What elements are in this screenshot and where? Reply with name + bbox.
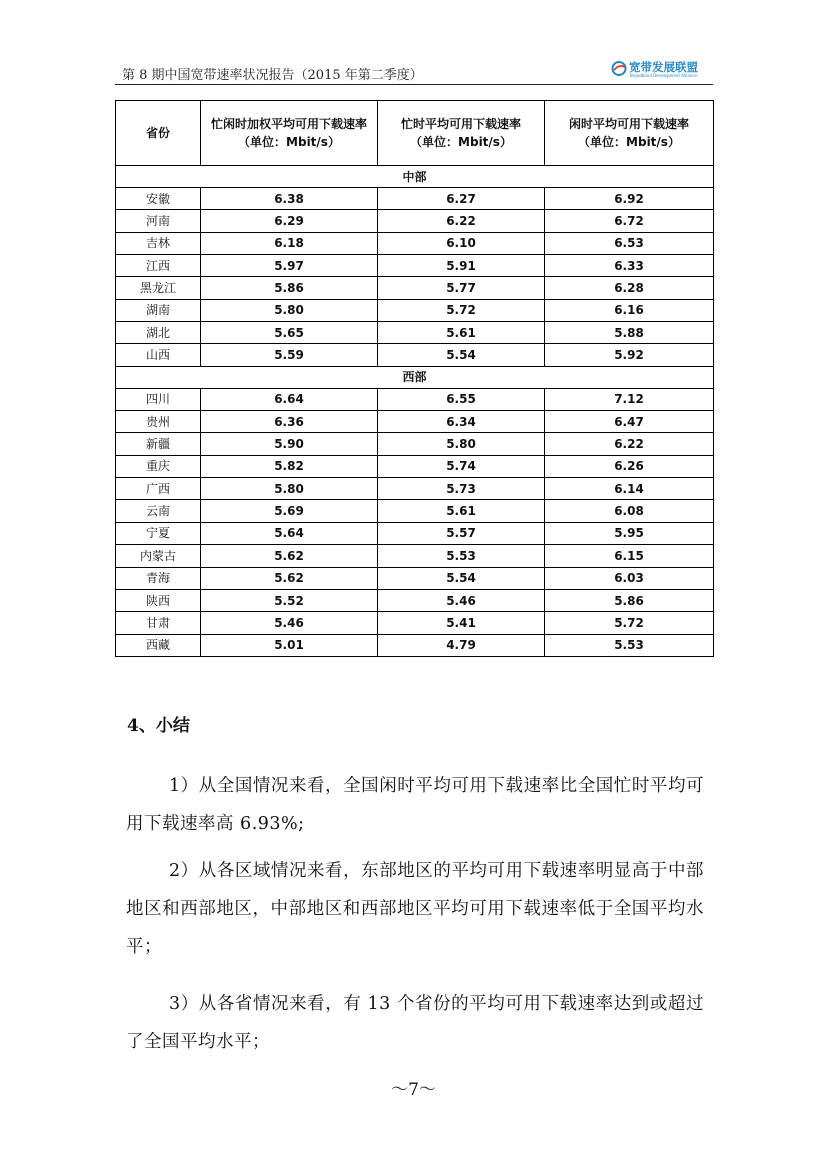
speed-cell: 6.47 xyxy=(545,411,714,433)
province-cell: 黑龙江 xyxy=(116,277,201,299)
speed-cell: 6.33 xyxy=(545,255,714,277)
speed-cell: 7.12 xyxy=(545,388,714,410)
logo-mark-icon xyxy=(611,61,628,76)
speed-cell: 5.86 xyxy=(545,589,714,611)
speed-cell: 5.46 xyxy=(201,612,378,634)
speed-cell: 5.72 xyxy=(545,612,714,634)
table-row xyxy=(116,299,714,321)
province-cell: 云南 xyxy=(116,500,201,522)
speed-cell: 5.80 xyxy=(201,299,378,321)
speed-cell: 6.64 xyxy=(201,388,378,410)
table-row xyxy=(116,255,714,277)
province-cell: 陕西 xyxy=(116,589,201,611)
speed-cell: 5.61 xyxy=(378,500,545,522)
speed-cell: 5.80 xyxy=(378,433,545,455)
region-row xyxy=(116,166,714,188)
summary-paragraph-2: 2）从各区域情况来看，东部地区的平均可用下载速率明显高于中部地区和西部地区，中部地区和西部地区平均可用下载速率低于全国平均水平； xyxy=(126,861,704,957)
province-cell: 江西 xyxy=(116,255,201,277)
speed-cell: 5.62 xyxy=(201,567,378,589)
speed-cell: 6.27 xyxy=(378,188,545,210)
speed-cell: 6.16 xyxy=(545,299,714,321)
column-header-weighted: 忙闲时加权平均可用下载速率 （单位：Mbit/s） xyxy=(201,101,378,166)
speed-cell: 5.91 xyxy=(378,255,545,277)
province-cell: 吉林 xyxy=(116,232,201,254)
logo-text-cn: 宽带发展联盟 xyxy=(629,60,698,74)
speed-cell: 5.61 xyxy=(378,322,545,344)
speed-cell: 6.92 xyxy=(545,188,714,210)
region-label: 西部 xyxy=(116,366,714,388)
speed-cell: 5.92 xyxy=(545,344,714,366)
speed-cell: 6.15 xyxy=(545,545,714,567)
column-header-busy: 忙时平均可用下载速率 （单位：Mbit/s） xyxy=(378,101,545,166)
column-header-province: 省份 xyxy=(116,101,201,166)
speed-cell: 5.72 xyxy=(378,299,545,321)
province-cell: 甘肃 xyxy=(116,612,201,634)
speed-cell: 6.26 xyxy=(545,455,714,477)
section-title: 4、小结 xyxy=(127,716,190,736)
summary-paragraph-3: 3）从各省情况来看，有 13 个省份的平均可用下载速率达到或超过了全国平均水平； xyxy=(126,994,704,1052)
alliance-logo xyxy=(611,59,703,79)
speed-cell: 6.55 xyxy=(378,388,545,410)
speed-cell: 6.38 xyxy=(201,188,378,210)
logo-text-en: Broadband Development Alliance xyxy=(630,73,697,78)
speed-cell: 5.41 xyxy=(378,612,545,634)
speed-cell: 6.22 xyxy=(545,433,714,455)
page-number: ～7～ xyxy=(391,1080,436,1100)
speed-cell: 5.82 xyxy=(201,455,378,477)
province-cell: 贵州 xyxy=(116,411,201,433)
region-row xyxy=(116,366,714,388)
speed-cell: 6.72 xyxy=(545,210,714,232)
column-header-idle: 闲时平均可用下载速率 （单位：Mbit/s） xyxy=(545,101,714,166)
speed-cell: 6.03 xyxy=(545,567,714,589)
speed-cell: 5.77 xyxy=(378,277,545,299)
table-row xyxy=(116,545,714,567)
speed-cell: 6.18 xyxy=(201,232,378,254)
province-cell: 安徽 xyxy=(116,188,201,210)
table-row xyxy=(116,634,714,656)
header-title: 第 8 期中国宽带速率状况报告（2015 年第二季度） xyxy=(122,68,423,83)
speed-cell: 5.57 xyxy=(378,522,545,544)
province-cell: 山西 xyxy=(116,344,201,366)
speed-cell: 6.29 xyxy=(201,210,378,232)
table-row xyxy=(116,277,714,299)
province-cell: 广西 xyxy=(116,478,201,500)
province-cell: 湖北 xyxy=(116,322,201,344)
speed-cell: 5.64 xyxy=(201,522,378,544)
table-row xyxy=(116,589,714,611)
speed-cell: 5.65 xyxy=(201,322,378,344)
speed-cell: 5.86 xyxy=(201,277,378,299)
table-row xyxy=(116,322,714,344)
table-row xyxy=(116,411,714,433)
table-row xyxy=(116,500,714,522)
speed-cell: 6.28 xyxy=(545,277,714,299)
speed-cell: 5.69 xyxy=(201,500,378,522)
page-header xyxy=(115,58,713,85)
province-cell: 西藏 xyxy=(116,634,201,656)
region-label: 中部 xyxy=(116,166,714,188)
speed-cell: 5.53 xyxy=(378,545,545,567)
speed-cell: 5.01 xyxy=(201,634,378,656)
province-cell: 新疆 xyxy=(116,433,201,455)
speed-cell: 5.62 xyxy=(201,545,378,567)
table-row xyxy=(116,612,714,634)
table-row xyxy=(116,478,714,500)
speed-cell: 5.88 xyxy=(545,322,714,344)
speed-cell: 5.46 xyxy=(378,589,545,611)
speed-cell: 5.90 xyxy=(201,433,378,455)
speed-cell: 6.34 xyxy=(378,411,545,433)
table-row xyxy=(116,188,714,210)
speed-cell: 5.73 xyxy=(378,478,545,500)
table-row xyxy=(116,455,714,477)
province-cell: 宁夏 xyxy=(116,522,201,544)
speed-cell: 6.22 xyxy=(378,210,545,232)
speed-cell: 6.08 xyxy=(545,500,714,522)
speed-cell: 5.52 xyxy=(201,589,378,611)
table-row xyxy=(116,522,714,544)
speed-cell: 5.74 xyxy=(378,455,545,477)
speed-cell: 6.14 xyxy=(545,478,714,500)
speed-cell: 5.95 xyxy=(545,522,714,544)
table-row xyxy=(116,433,714,455)
province-speed-table xyxy=(115,100,714,657)
table-row xyxy=(116,210,714,232)
speed-cell: 5.54 xyxy=(378,567,545,589)
table-row xyxy=(116,232,714,254)
summary-paragraph-1: 1）从全国情况来看，全国闲时平均可用下载速率比全国忙时平均可用下载速率高 6.93%; xyxy=(126,776,704,834)
speed-cell: 5.80 xyxy=(201,478,378,500)
speed-cell: 5.53 xyxy=(545,634,714,656)
table-row xyxy=(116,344,714,366)
speed-cell: 5.59 xyxy=(201,344,378,366)
speed-cell: 6.10 xyxy=(378,232,545,254)
speed-cell: 4.79 xyxy=(378,634,545,656)
table-header-row xyxy=(116,101,714,166)
speed-cell: 6.36 xyxy=(201,411,378,433)
province-cell: 青海 xyxy=(116,567,201,589)
province-cell: 湖南 xyxy=(116,299,201,321)
province-cell: 内蒙古 xyxy=(116,545,201,567)
table-row xyxy=(116,567,714,589)
speed-cell: 5.54 xyxy=(378,344,545,366)
province-cell: 重庆 xyxy=(116,455,201,477)
speed-cell: 6.53 xyxy=(545,232,714,254)
province-cell: 四川 xyxy=(116,388,201,410)
province-cell: 河南 xyxy=(116,210,201,232)
table-row xyxy=(116,388,714,410)
speed-cell: 5.97 xyxy=(201,255,378,277)
